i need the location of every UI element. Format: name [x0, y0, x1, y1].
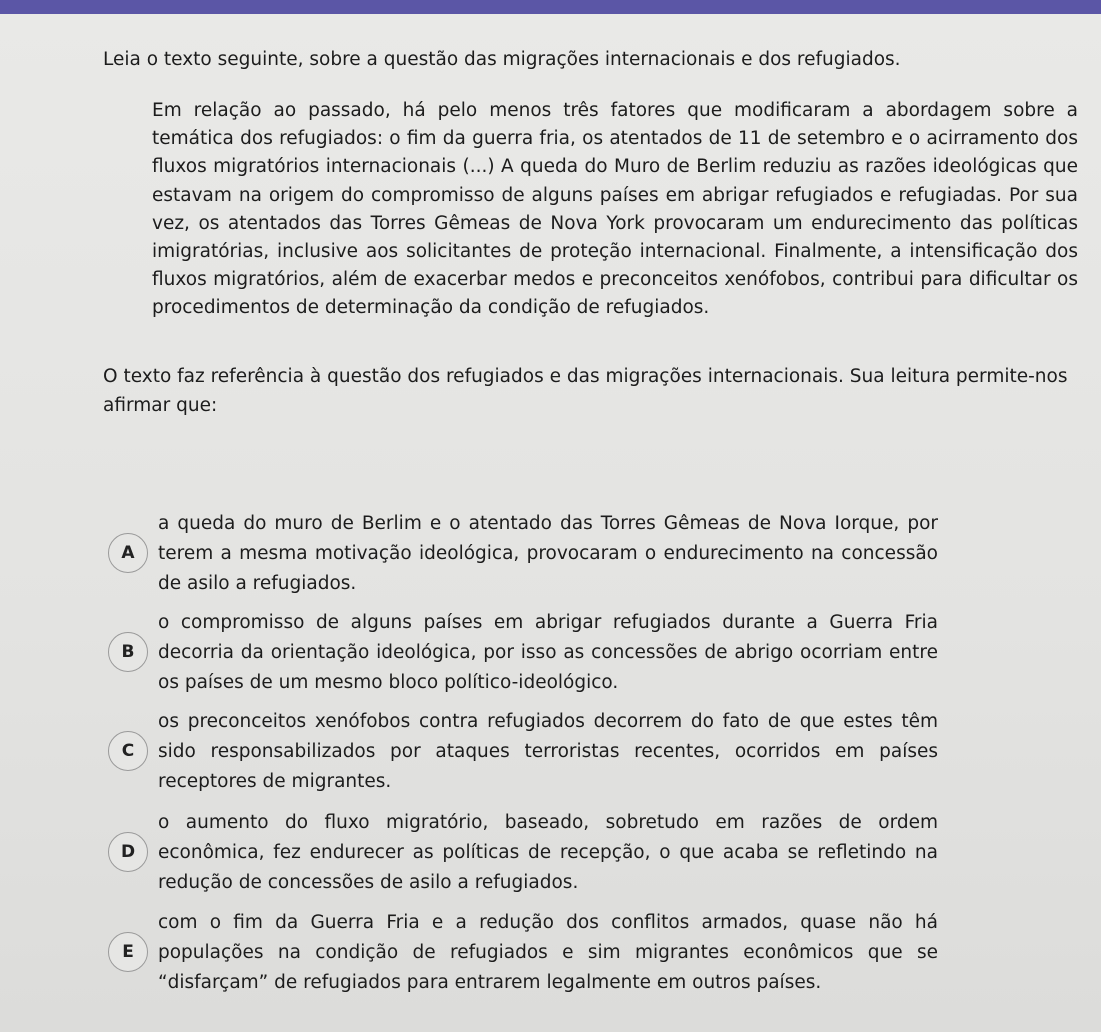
option-b-text[interactable]: o compromisso de alguns países em abrigar refugiados durante a Guerra Fria decorria da orientação ideológica, por isso as concessões de abrigo ocorriam entre os países de um mesmo bloco político-ideológico. [158, 612, 938, 693]
option-e[interactable] [108, 908, 948, 998]
option-e-text[interactable]: com o fim da Guerra Fria e a redução dos conflitos armados, quase não há populações na condição de refugiados e sim migrantes econômicos que se “disfarçam” de refugiados para entrarem legalmente em outros países. [158, 912, 938, 993]
question-prompt: Leia o texto seguinte, sobre a questão das migrações internacionais e dos refugiados. [103, 49, 901, 70]
source-passage: Em relação ao passado, há pelo menos três fatores que modificaram a abordagem sobre a temática dos refugiados: o fim da guerra fria, os atentados de 11 de setembro e o acirramento dos fluxos migratórios internacionais (...) A queda do Muro de Berlim reduziu as razões ideológicas que estavam na origem do compromisso de alguns países em abrigar refugiados e refugiadas. Por sua vez, os atentados das Torres Gêmeas de Nova York provocaram um endurecimento das políticas imigratórias, inclusive aos solicitantes de proteção internacional. Finalmente, a intensificação dos fluxos migratórios, além de exacerbar medos e preconceitos xenófobos, contribui para dificultar os procedimentos de determinação da condição de refugiados. [152, 100, 1078, 319]
option-e-letter[interactable]: E [108, 932, 148, 972]
option-d-letter[interactable]: D [108, 832, 148, 872]
option-a[interactable] [108, 509, 948, 599]
option-a-text[interactable]: a queda do muro de Berlim e o atentado das Torres Gêmeas de Nova Iorque, por terem a mesma motivação ideológica, provocaram o endurecimento na concessão de asilo a refugiados. [158, 513, 938, 594]
option-b-letter[interactable]: B [108, 632, 148, 672]
option-c-letter[interactable]: C [108, 731, 148, 771]
option-c[interactable] [108, 707, 948, 797]
top-accent-bar [0, 0, 1101, 14]
option-d-text[interactable]: o aumento do fluxo migratório, baseado, sobretudo em razões de ordem econômica, fez endurecer as políticas de recepção, o que acaba se refletindo na redução de concessões de asilo a refugiados. [158, 812, 938, 893]
option-c-text[interactable]: os preconceitos xenófobos contra refugiados decorrem do fato de que estes têm sido responsabilizados por ataques terroristas recentes, ocorridos em países receptores de migrantes. [158, 711, 938, 792]
option-b[interactable] [108, 608, 948, 698]
question-statement: O texto faz referência à questão dos refugiados e das migrações internacionais. Sua leitura permite-nos afirmar que: [103, 366, 1068, 416]
option-d[interactable] [108, 808, 948, 898]
option-a-letter[interactable]: A [108, 533, 148, 573]
